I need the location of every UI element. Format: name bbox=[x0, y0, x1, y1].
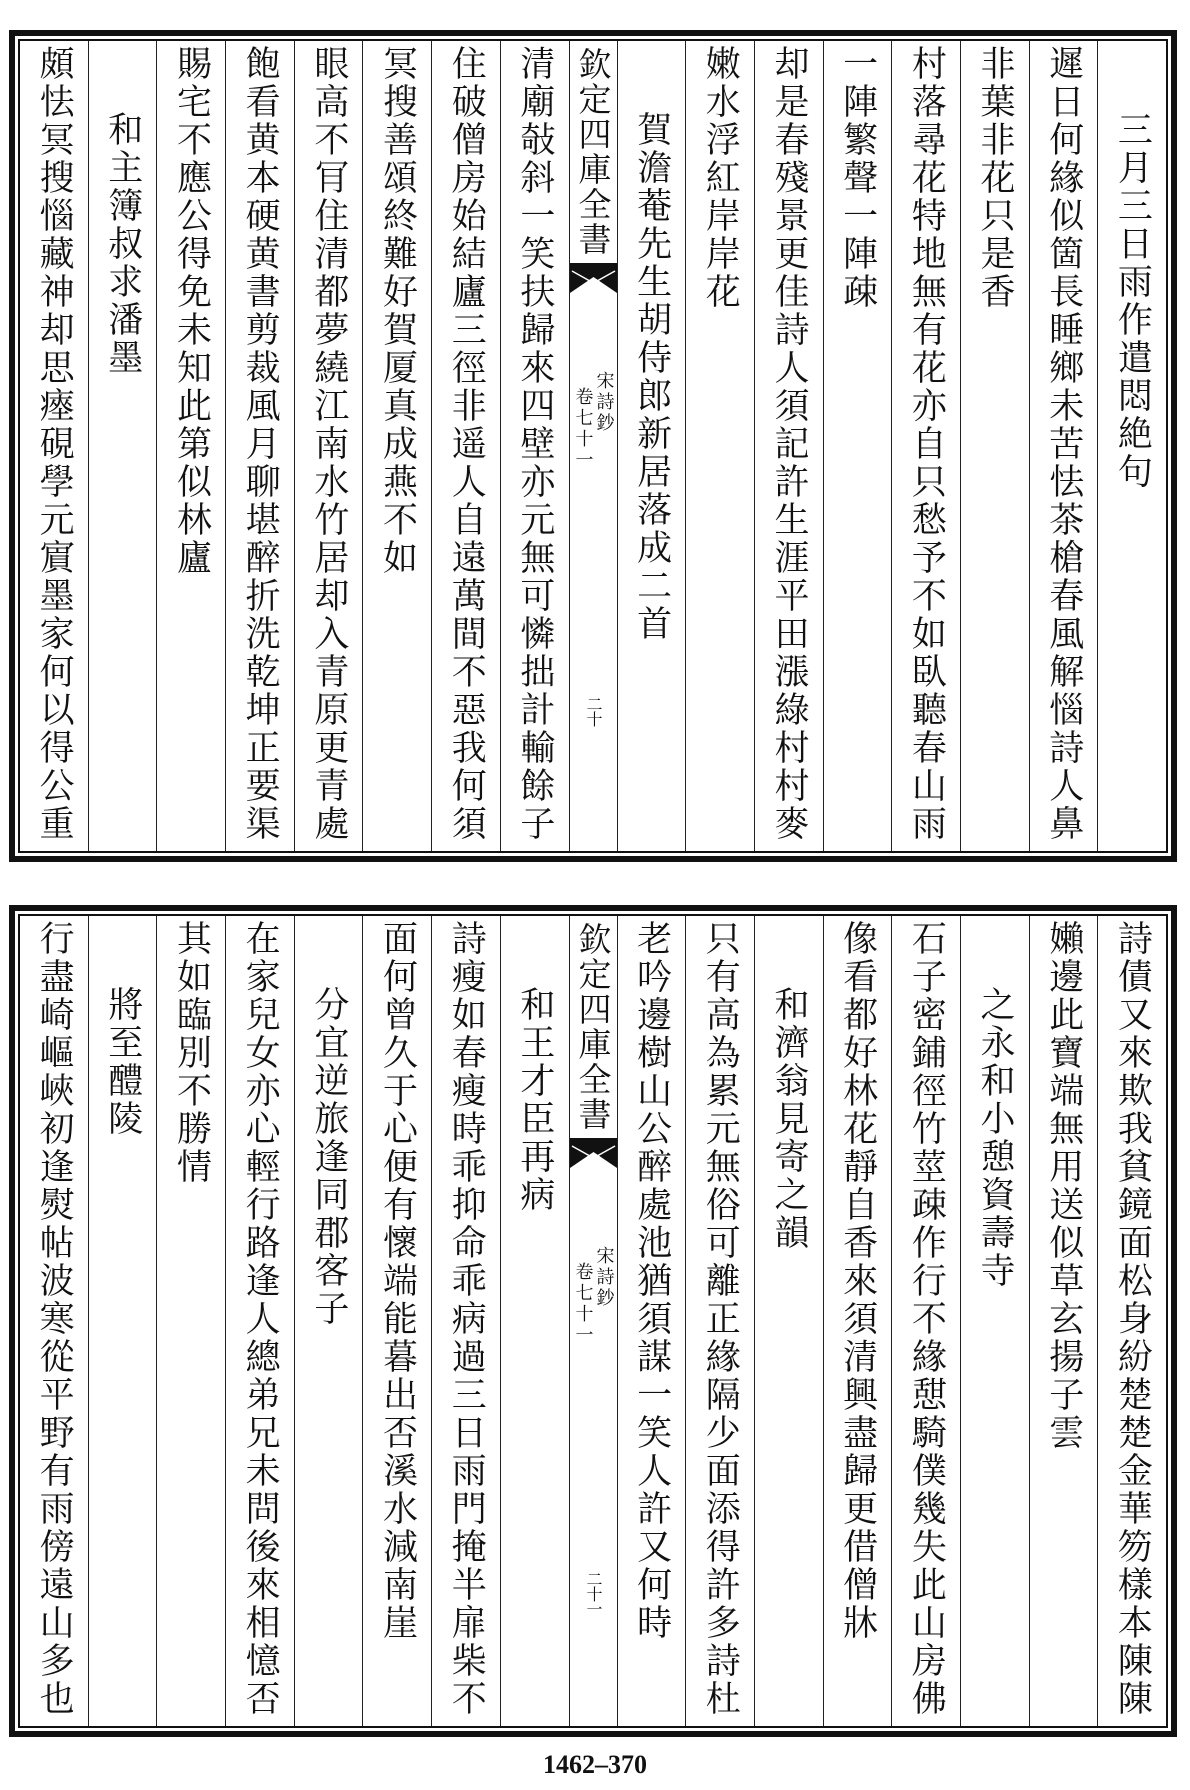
upper-leaf bbox=[9, 30, 1177, 862]
verse-text: 冥搜善頌終難好賀厦真成燕不如 bbox=[377, 45, 418, 577]
verse-line bbox=[1097, 916, 1166, 1726]
center-margin bbox=[569, 916, 617, 1726]
verse-text: 其如臨別不勝情 bbox=[171, 920, 212, 1186]
verse-line bbox=[20, 41, 88, 851]
verse-text: 在家兒女亦心輕行路逢人總弟兄未問後來相憶否 bbox=[240, 920, 281, 1718]
verse-line bbox=[225, 41, 294, 851]
verse-line bbox=[823, 41, 892, 851]
verse-line bbox=[431, 41, 500, 851]
series-title: 欽定四庫全書 bbox=[573, 47, 613, 257]
poem-title-text: 和王才臣再病 bbox=[514, 986, 555, 1214]
poem-title bbox=[960, 916, 1029, 1726]
verse-text: 嬾邊此寶端無用送似草玄揚子雲 bbox=[1043, 920, 1084, 1452]
book-title: 宋詩鈔 bbox=[593, 371, 615, 434]
fishtail-mark bbox=[570, 1138, 617, 1168]
verse-line bbox=[362, 916, 431, 1726]
verse-line bbox=[20, 916, 88, 1726]
verse-text: 遲日何緣似箇長睡鄉未苦怯茶槍春風解惱詩人鼻 bbox=[1043, 45, 1084, 843]
verse-text: 行盡崎嶇峽初逢熨帖波寒從平野有雨傍遠山多也 bbox=[34, 920, 75, 1718]
poem-title-text: 三月三日雨作遣悶絶句 bbox=[1112, 111, 1153, 491]
poem-title bbox=[1097, 41, 1166, 851]
lower-leaf bbox=[9, 905, 1177, 1737]
verse-text: 詩債又來欺我貧鏡面松身紛楚楚金華笏樣本陳陳 bbox=[1112, 920, 1153, 1718]
series-title: 欽定四庫全書 bbox=[573, 922, 613, 1132]
juan-number: 卷七十一 bbox=[572, 387, 594, 471]
verse-text: 非葉非花只是香 bbox=[975, 45, 1016, 311]
fishtail-shape bbox=[570, 1138, 617, 1168]
verse-text: 眼高不肎住清都夢繞江南水竹居却入青原更青處 bbox=[308, 45, 349, 843]
poem-title bbox=[754, 916, 823, 1726]
verse-line bbox=[891, 41, 960, 851]
verse-text: 飽看黄本硬黄書剪裁風月聊堪醉折洗乾坤正要渠 bbox=[240, 45, 281, 843]
verse-line bbox=[225, 916, 294, 1726]
juan-number: 卷七十一 bbox=[572, 1262, 594, 1346]
poem-title-text: 將至醴陵 bbox=[102, 986, 143, 1138]
verse-line bbox=[500, 41, 569, 851]
verse-text: 只有高為累元無俗可離正緣隔少面添得許多詩杜 bbox=[700, 920, 741, 1718]
verse-line bbox=[156, 41, 225, 851]
poem-title bbox=[500, 916, 569, 1726]
verse-text: 住破僧房始結廬三徑非遥人自遠萬間不惡我何須 bbox=[446, 45, 487, 843]
fishtail-shape bbox=[570, 263, 617, 293]
leaf-number: 二十 bbox=[584, 696, 603, 726]
poem-title-text: 和濟翁見寄之韻 bbox=[768, 986, 809, 1252]
fishtail-mark bbox=[570, 263, 617, 293]
verse-line bbox=[156, 916, 225, 1726]
verse-text: 嫩水浮紅岸岸花 bbox=[700, 45, 741, 311]
verse-text: 詩瘦如春瘦時乖抑命乖病過三日雨門掩半扉柴不 bbox=[446, 920, 487, 1718]
poem-title bbox=[617, 41, 686, 851]
verse-line bbox=[754, 41, 823, 851]
verse-line bbox=[431, 916, 500, 1726]
page-footer-number: 1462–370 bbox=[543, 1750, 647, 1779]
verse-line bbox=[960, 41, 1029, 851]
poem-title-text: 之永和小憩資壽寺 bbox=[975, 986, 1016, 1290]
verse-line bbox=[294, 41, 363, 851]
verse-line bbox=[823, 916, 892, 1726]
verse-line bbox=[685, 916, 754, 1726]
verse-text: 老吟邊樹山公醉處池猶須謀一笑人許又何時 bbox=[631, 920, 672, 1642]
verse-text: 一陣繁聲一陣疎 bbox=[837, 45, 878, 311]
leaf-frame bbox=[18, 914, 1168, 1728]
verse-line bbox=[891, 916, 960, 1726]
verse-line bbox=[1029, 916, 1098, 1726]
poem-title bbox=[88, 916, 157, 1726]
leaf-frame bbox=[18, 39, 1168, 853]
book-title: 宋詩鈔 bbox=[593, 1246, 615, 1309]
poem-title bbox=[294, 916, 363, 1726]
verse-text: 賜宅不應公得免未知此第似林廬 bbox=[171, 45, 212, 577]
poem-title-text: 和主簿叔求潘墨 bbox=[102, 111, 143, 377]
poem-title-text: 分宜逆旅逢同郡客子 bbox=[308, 986, 349, 1328]
poem-title bbox=[88, 41, 157, 851]
verse-text: 石子密鋪徑竹莖疎作行不緣憇騎僕幾失此山房佛 bbox=[906, 920, 947, 1718]
verse-line bbox=[617, 916, 686, 1726]
poem-title-text: 賀澹菴先生胡侍郎新居落成二首 bbox=[631, 111, 672, 643]
verse-line bbox=[1029, 41, 1098, 851]
verse-text: 像看都好林花靜自香來須清興盡歸更借僧牀 bbox=[837, 920, 878, 1642]
verse-text: 清廟敧斜一笑扶歸來四壁亦元無可憐拙計輸餘子 bbox=[514, 45, 555, 843]
leaf-number: 二十一 bbox=[584, 1571, 603, 1616]
verse-text: 面何曾久于心便有懷端能暮出否溪水減南崖 bbox=[377, 920, 418, 1642]
verse-line bbox=[685, 41, 754, 851]
verse-text: 頗怯冥搜惱藏神却思瘞硯學元賔墨家何以得公重 bbox=[34, 45, 75, 843]
center-margin bbox=[569, 41, 617, 851]
verse-line bbox=[362, 41, 431, 851]
verse-text: 却是春殘景更佳詩人須記許生涯平田漲綠村村麥 bbox=[768, 45, 809, 843]
verse-text: 村落尋花特地無有花亦自只愁予不如臥聽春山雨 bbox=[906, 45, 947, 843]
